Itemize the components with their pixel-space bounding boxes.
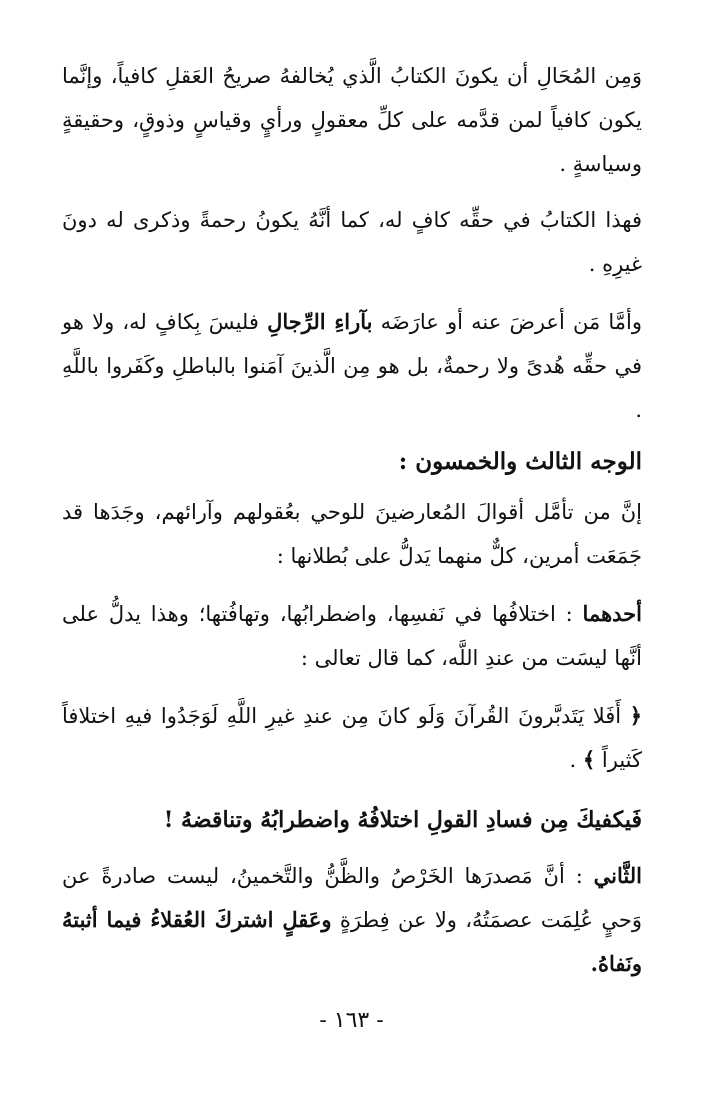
paragraph-5 bbox=[62, 592, 642, 680]
second-point-text: : أنَّ مَصدرَها الخَرْصُ والظَّنُّ والتَّخمينُ، ليست صادرةً عن وَحيٍ عُلِمَت عصمَتُهُ، ولا عن فِطرَةٍ bbox=[62, 864, 642, 932]
paragraph-3-text-end: فليسَ بِكافٍ له، ولا هو في حقِّه هُدىً ولا رحمةٌ، بل هو مِن الَّذينَ آمَنوا بالباطلِ وكَفَروا باللَّهِ . bbox=[62, 310, 642, 422]
first-point-label: أحدهما bbox=[582, 601, 642, 626]
quran-close-bracket: ﴾ bbox=[582, 747, 596, 772]
quran-open-bracket: ﴿ bbox=[629, 703, 642, 728]
first-point-text: : اختلافُها في نَفسِها، واضطرابُها، وتهافُتها؛ وهذا يدلُّ على أنَّها ليسَت من عندِ اللَّه، كما قال تعالى : bbox=[62, 602, 642, 670]
paragraph-3-emphasis: بآراءِ الرِّجالِ bbox=[267, 309, 373, 334]
paragraph-4 bbox=[62, 490, 642, 578]
paragraph-1-text: وَمِن المُحَالِ أن يكونَ الكتابُ الَّذي يُخالفهُ صريحُ العَقلِ كافياً، وإنَّما يكون كافياً لمن قدَّمه على كلِّ معقولٍ ورأيٍ وقياسٍ وذوقٍ، وحقيقةٍ وسياسةٍ . bbox=[62, 64, 642, 176]
quran-verse-end: . bbox=[569, 748, 583, 772]
quran-verse bbox=[62, 694, 642, 782]
second-point-emphasis: وعَقلٍ اشتركَ العُقلاءُ فيما أثبتهُ ونَفاهُ. bbox=[62, 907, 642, 976]
paragraph-2 bbox=[62, 198, 642, 286]
paragraph-8 bbox=[62, 854, 642, 986]
page-number: - ١٦٣ - bbox=[319, 1008, 384, 1033]
section-heading bbox=[62, 440, 642, 484]
section-heading-word1: الوجه bbox=[582, 448, 642, 475]
paragraph-3 bbox=[62, 300, 642, 432]
paragraph-1 bbox=[62, 54, 642, 186]
paragraph-7 bbox=[62, 798, 642, 842]
paragraph-7-text: فَيكفيكَ مِن فسادِ القولِ اختلافُهُ واضطرابُهُ وتناقضهُ ! bbox=[163, 807, 642, 833]
document-page bbox=[62, 40, 642, 986]
paragraph-3-text-start: وأمَّا مَن أعرضَ عنه أو عارَضَه bbox=[372, 310, 643, 334]
section-heading-colon: : bbox=[398, 448, 416, 475]
paragraph-2-text: فهذا الكتابُ في حقِّه كافٍ له، كما أنَّهُ يكونُ رحمةً وذكرى له دونَ غيرِهِ . bbox=[62, 208, 642, 276]
quran-verse-text: أَفَلا يَتَدبَّرونَ القُرآنَ وَلَو كانَ مِن عندِ غيرِ اللَّهِ لَوَجَدُوا فيهِ اختلافاً كَثيراً bbox=[62, 704, 642, 772]
paragraph-4-text: إنَّ من تأمَّل أقوالَ المُعارضينَ للوحي بعُقولهم وآرائهم، وجَدَها قد جَمَعَت أمرين، كلٌّ منهما يَدلُّ على بُطلانها : bbox=[62, 500, 642, 568]
section-heading-ordinal: الثالث والخمسون bbox=[415, 448, 583, 475]
second-point-label: الثَّاني bbox=[593, 863, 642, 888]
